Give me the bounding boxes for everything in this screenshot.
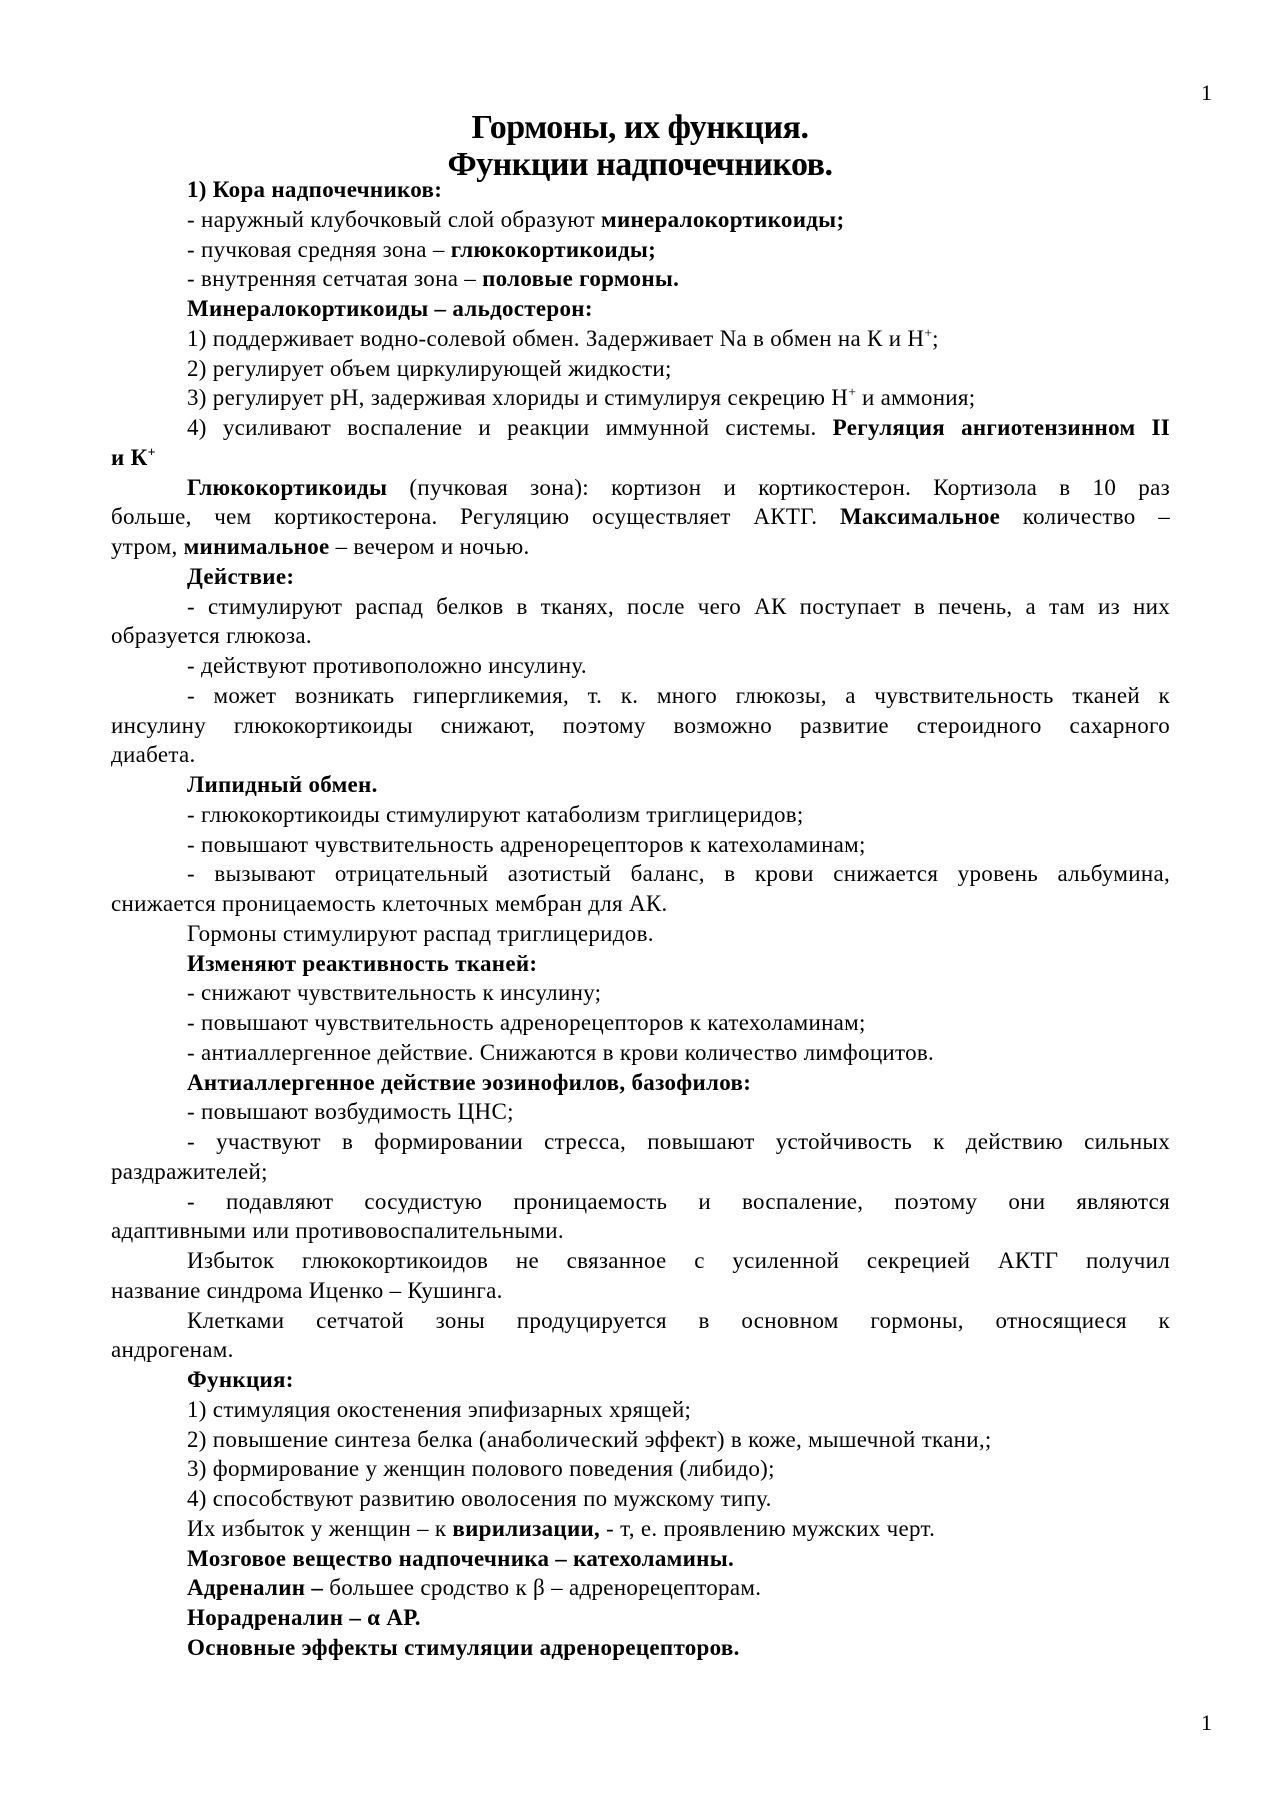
- text-segment: вирилизации,: [452, 1515, 601, 1541]
- text-line: [111, 294, 1170, 324]
- text-segment: 1) Кора надпочечников:: [187, 177, 443, 202]
- text-line: [111, 651, 1170, 681]
- text-segment: утром,: [111, 534, 184, 559]
- text-line: [111, 621, 1170, 651]
- text-line: [111, 830, 1170, 860]
- text-segment: - наружный клубочковый слой образуют: [187, 206, 601, 232]
- text-segment: - вызывают отрицательный азотистый баланс, в крови снижается уровень альбумина,: [187, 861, 1170, 887]
- text-line: [111, 235, 1170, 265]
- text-segment: +: [924, 325, 933, 341]
- text-segment: (пучковая зона): кортизон и кортикостерон. Кортизола в 10 раз: [387, 474, 1170, 500]
- text-segment: - участвуют в формировании стресса, повышают устойчивость к действию сильных: [187, 1129, 1170, 1154]
- text-segment: Липидный обмен.: [187, 772, 378, 797]
- text-segment: андрогенам.: [111, 1337, 234, 1363]
- text-segment: - глюкокортикоиды стимулируют катаболизм триглицеридов;: [187, 801, 804, 827]
- text-line: [111, 1395, 1170, 1425]
- text-line: [111, 562, 1170, 592]
- text-line: [111, 502, 1170, 532]
- text-segment: снижается проницаемость клеточных мембран для АК.: [111, 891, 668, 916]
- text-segment: Функция:: [187, 1367, 294, 1392]
- text-segment: название синдрома Иценко – Кушинга.: [111, 1277, 503, 1303]
- text-segment: минералокортикоиды;: [600, 206, 845, 232]
- text-segment: большее сродство к β – адренорецепторам.: [323, 1575, 762, 1601]
- text-line: [111, 1276, 1170, 1306]
- text-line: [111, 889, 1170, 919]
- text-segment: - повышают чувствительность адренорецепторов к катехоламинам;: [187, 831, 866, 857]
- text-segment: минимальное: [183, 534, 330, 559]
- text-line: [111, 1603, 1170, 1633]
- text-segment: и аммония;: [855, 385, 976, 411]
- text-line: [111, 800, 1170, 830]
- text-segment: - внутренняя сетчатая зона –: [187, 266, 483, 292]
- title-line-2: Функции надпочечников.: [447, 146, 833, 183]
- text-segment: 3) формирование у женщин полового поведения (либидо);: [187, 1456, 775, 1482]
- text-line: [111, 383, 1170, 413]
- text-line: [111, 919, 1170, 949]
- text-segment: +: [147, 444, 156, 460]
- text-line: [111, 1187, 1170, 1217]
- text-segment: - снижают чувствительность к инсулину;: [187, 980, 602, 1006]
- text-segment: Мозговое вещество надпочечника – катехоламины.: [187, 1545, 735, 1571]
- text-line: [111, 1454, 1170, 1484]
- text-segment: и К: [111, 444, 148, 470]
- text-line: [111, 1633, 1170, 1663]
- text-line: [111, 978, 1170, 1008]
- text-segment: 1) стимуляция окостенения эпифизарных хрящей;: [187, 1396, 692, 1422]
- text-line: [111, 859, 1170, 889]
- text-segment: - повышают возбудимость ЦНС;: [187, 1099, 514, 1125]
- text-line: [111, 324, 1170, 354]
- text-line: [111, 1335, 1170, 1365]
- text-segment: Изменяют реактивность тканей:: [187, 950, 538, 976]
- text-segment: Гормоны стимулируют распад триглицеридов.: [187, 920, 654, 946]
- text-segment: адаптивными или противовоспалительными.: [111, 1218, 564, 1244]
- text-segment: количество –: [1000, 504, 1171, 530]
- text-line: [111, 175, 1170, 205]
- text-segment: 2) повышение синтеза белка (анаболический эффект) в коже, мышечной ткани,;: [187, 1426, 992, 1452]
- text-segment: Их избыток у женщин – к: [187, 1515, 453, 1541]
- text-segment: глюкокортикоиды;: [450, 236, 657, 262]
- text-line: [111, 1514, 1170, 1544]
- text-line: [111, 681, 1170, 711]
- text-segment: 1) поддерживает водно-солевой обмен. Задерживает Na в обмен на К и Н: [187, 325, 925, 351]
- text-segment: раздражителей;: [111, 1158, 268, 1184]
- text-segment: - антиаллергенное действие. Снижаются в крови количество лимфоцитов.: [187, 1039, 935, 1065]
- text-segment: 4) способствуют развитию оволосения по мужскому типу.: [187, 1486, 772, 1511]
- text-segment: Минералокортикоиды – альдостерон:: [187, 296, 593, 321]
- text-line: [111, 1365, 1170, 1395]
- text-segment: образуется глюкоза.: [111, 623, 312, 649]
- text-line: [111, 1127, 1170, 1157]
- text-line: [111, 1544, 1170, 1574]
- text-segment: 3) регулирует рН, задерживая хлориды и стимулируя секрецию Н: [187, 385, 849, 411]
- text-line: [111, 1573, 1170, 1603]
- text-segment: Действие:: [187, 563, 295, 589]
- text-line: [111, 1008, 1170, 1038]
- text-segment: Основные эффекты стимуляции адренорецепторов.: [187, 1634, 740, 1660]
- text-line: [111, 592, 1170, 622]
- text-line: [111, 443, 1170, 473]
- text-segment: - подавляют сосудистую проницаемость и воспаление, поэтому они являются: [187, 1188, 1170, 1214]
- text-line: [111, 1068, 1170, 1098]
- text-segment: инсулину глюкокортикоиды снижают, поэтому возможно развитие стероидного сахарного: [111, 712, 1170, 738]
- text-segment: - действуют противоположно инсулину.: [187, 653, 587, 678]
- text-segment: Глюкокортикоиды: [187, 474, 388, 500]
- text-segment: 4) усиливают воспаление и реакции иммунной системы.: [187, 415, 833, 440]
- text-line: [111, 1038, 1170, 1068]
- text-segment: Клетками сетчатой зоны продуцируется в основном гормоны, относящиеся к: [187, 1307, 1170, 1333]
- text-line: [111, 1425, 1170, 1455]
- text-line: [111, 1246, 1170, 1276]
- document-title: [0, 109, 1280, 183]
- text-segment: - повышают чувствительность адренорецепторов к катехоламинам;: [187, 1010, 866, 1035]
- text-segment: Максимальное: [839, 504, 1001, 530]
- text-segment: Антиаллергенное действие эозинофилов, базофилов:: [187, 1069, 752, 1095]
- text-segment: диабета.: [111, 742, 196, 768]
- text-line: [111, 770, 1170, 800]
- text-segment: - пучковая средняя зона –: [187, 236, 451, 262]
- text-line: [111, 1157, 1170, 1187]
- text-line: [111, 1216, 1170, 1246]
- text-line: [111, 354, 1170, 384]
- text-segment: - стимулируют распад белков в тканях, после чего АК поступает в печень, а там из них: [187, 593, 1170, 619]
- text-line: [111, 949, 1170, 979]
- title-line-1: Гормоны, их функция.: [471, 109, 809, 146]
- text-line: [111, 1484, 1170, 1514]
- text-segment: - может возникать гипергликемия, т. к. много глюкозы, а чувствительность тканей к: [187, 682, 1170, 708]
- text-segment: +: [848, 384, 856, 400]
- text-segment: Адреналин –: [187, 1575, 324, 1601]
- text-segment: ;: [932, 325, 939, 351]
- text-line: [111, 264, 1170, 294]
- text-line: [111, 473, 1170, 503]
- text-segment: Норадреналин – α АР.: [187, 1605, 421, 1630]
- text-line: [111, 740, 1170, 770]
- text-line: [111, 711, 1170, 741]
- text-line: [111, 205, 1170, 235]
- text-segment: – вечером и ночью.: [329, 534, 530, 559]
- text-segment: Регуляция ангиотензинном II: [832, 415, 1170, 440]
- text-segment: больше, чем кортикостерона. Регуляцию осуществляет АКТГ.: [111, 504, 840, 530]
- text-line: [111, 532, 1170, 562]
- page-number-bottom: 1: [1201, 1710, 1212, 1735]
- text-segment: Избыток глюкокортикоидов не связанное с усиленной секрецией АКТГ получил: [187, 1248, 1170, 1273]
- text-line: [111, 413, 1170, 443]
- text-segment: половые гормоны.: [482, 266, 680, 292]
- text-line: [111, 1097, 1170, 1127]
- text-segment: - т, е. проявлению мужских черт.: [600, 1515, 936, 1541]
- page-number-top: 1: [1201, 80, 1212, 105]
- text-segment: 2) регулирует объем циркулирующей жидкости;: [187, 355, 672, 381]
- text-line: [111, 1306, 1170, 1336]
- document-body: [111, 175, 1170, 1663]
